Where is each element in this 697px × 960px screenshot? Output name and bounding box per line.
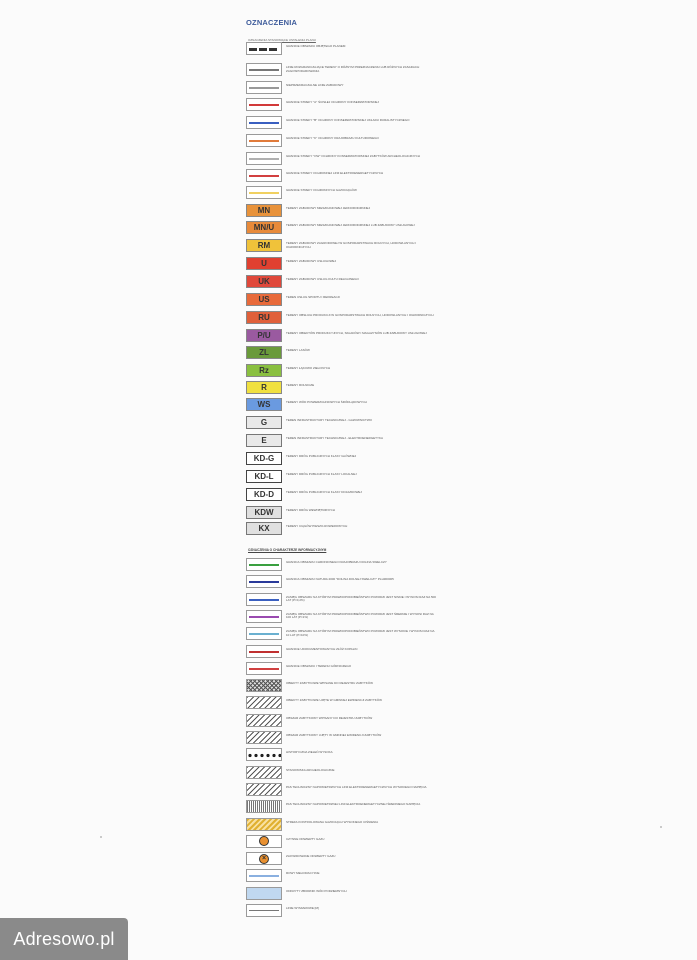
legend-info-label: ZASIĘG OBSZARU NA KTÓRYM PRAWDOPODOBIEŃSTWO POWODZI JEST ŚREDNIE I WYNOSI RAZ NA 100 LAT (P=1%) xyxy=(286,611,434,620)
legend-symbol xyxy=(246,662,282,675)
legend-line xyxy=(249,122,279,124)
legend-info-item xyxy=(246,835,446,850)
legend-info-item xyxy=(246,783,446,798)
legend-info-label: GRANICA OBSZARU CHRONIONEGO KRAJOBRAZU DOLINA SWELCZY xyxy=(286,560,387,564)
legend-info-item xyxy=(246,679,446,694)
legend-info-label: STANOWISKA ARCHEOLOGICZNE xyxy=(286,767,335,772)
legend-symbol xyxy=(246,134,282,147)
legend-info-item xyxy=(246,627,446,642)
legend-label: TERENY DRÓG PUBLICZNYCH KLASY LOKALNEJ xyxy=(286,472,357,476)
legend-subtitle: OZNACZENIA STANOWIĄCE USTALENIA PLANU xyxy=(248,38,316,42)
legend-symbol xyxy=(246,904,282,917)
legend-label: NIEPRZEKRACZALNE LINIE ZABUDOWY xyxy=(286,83,344,87)
legend-symbol xyxy=(246,766,282,779)
legend-symbol xyxy=(246,81,282,94)
legend-symbol xyxy=(246,434,282,447)
legend-symbol xyxy=(246,835,282,848)
legend-symbol xyxy=(246,800,282,813)
legend-label: TEREN INFRASTRUKTURY TECHNICZNEJ - GAZOWNICTWO xyxy=(286,418,373,422)
legend-info-label: PAS TECHNICZNY NAPOWIETRZNYCH LINII ELEKTROENERGETYCZNYCH WYSOKIEGO NAPIĘCIA xyxy=(286,784,427,789)
legend-label: GRANICE STREFY OCHRONNYCH GAZOCIĄGÓW xyxy=(286,188,357,192)
legend-symbol xyxy=(246,221,282,234)
legend-label: TERENY DRÓG PUBLICZNYCH KLASY GŁÓWNEJ xyxy=(286,454,357,458)
legend-item xyxy=(246,257,446,272)
legend-info-label: GRANICE UDOKUMENTOWANYCH ZŁÓŻ KOPALIN xyxy=(286,646,358,651)
legend-item xyxy=(246,364,446,379)
legend-info-item xyxy=(246,575,446,590)
legend-symbol xyxy=(246,169,282,182)
legend-title: OZNACZENIA xyxy=(246,18,298,27)
legend-line xyxy=(249,651,279,653)
legend-info-label: CZYNNE ODWIERTY GAZU xyxy=(286,836,325,841)
legend-label: GRANICE STREFY "B" OCHRONY KONSERWATORSKIEJ UKŁADU RURALISTYCZNEGO xyxy=(286,118,410,122)
legend-label: GRANICE OBSZARU OBJĘTEGO PLANEM xyxy=(286,44,346,48)
legend-symbol xyxy=(246,186,282,199)
legend-symbol xyxy=(246,869,282,882)
legend-item xyxy=(246,506,446,521)
legend-code: KX xyxy=(258,524,270,533)
legend-symbol xyxy=(246,748,282,761)
legend-line xyxy=(249,564,279,566)
legend-symbol xyxy=(246,257,282,270)
legend-symbol xyxy=(246,522,282,535)
legend-item xyxy=(246,522,446,537)
watermark xyxy=(0,918,128,960)
legend-symbol xyxy=(246,42,282,55)
legend-line xyxy=(249,668,279,670)
legend-symbol xyxy=(246,398,282,411)
legend-label: TERENY ZABUDOWY USŁUGOWEJ xyxy=(286,259,337,263)
legend-code: WS xyxy=(257,400,271,409)
legend-code: G xyxy=(260,418,268,427)
legend-label: GRANICE STREFY "K" OCHRONY KRAJOBRAZU KULTUROWEGO xyxy=(286,136,379,140)
legend-line xyxy=(249,69,279,71)
legend-symbol xyxy=(246,558,282,571)
legend-info-label: OBSZAR ZABYTKOWY WPISANY DO REJESTRU ZABYTKÓW xyxy=(286,715,373,720)
legend-item xyxy=(246,42,446,57)
legend-code: P/U xyxy=(257,331,271,340)
legend-item xyxy=(246,293,446,308)
legend-info-item xyxy=(246,593,446,608)
legend-label: TEREN USŁUG SPORTU I REKREACJI xyxy=(286,295,340,299)
legend-label: TERENY ZABUDOWY USŁUG KULTU RELIGIJNEGO xyxy=(286,277,359,281)
legend-item xyxy=(246,221,446,236)
legend-code: ZL xyxy=(259,348,269,357)
legend-label: GRANICE STREFY OCHRONNEJ LINII ELEKTROENERGETYCZNYCH xyxy=(286,171,384,175)
legend-item xyxy=(246,152,446,167)
dimension-line xyxy=(249,910,279,911)
legend-info-item xyxy=(246,645,446,660)
legend-line xyxy=(249,140,279,142)
legend-line xyxy=(249,192,279,194)
legend-symbol xyxy=(246,364,282,377)
legend-symbol xyxy=(246,610,282,623)
legend-line xyxy=(249,633,279,635)
legend-info-item xyxy=(246,610,446,625)
legend-symbol xyxy=(246,575,282,588)
legend-info-label: ZASIĘG OBSZARU NA KTÓRYM PRAWDOPODOBIEŃSTWO POWODZI JEST NISKIE I WYNOSI RAZ NA 500 LAT (P=0,2%) xyxy=(286,594,436,603)
legend-code: KD-G xyxy=(253,454,275,463)
legend-symbol xyxy=(246,311,282,324)
legend-item xyxy=(246,81,446,96)
scan-speck xyxy=(100,836,102,838)
legend-symbol xyxy=(246,98,282,111)
legend-info-label: ODKRYTY ZBIORNIK WÓD PODZIEMNYCH xyxy=(286,888,347,893)
legend-code: MN/U xyxy=(253,223,275,232)
legend-line xyxy=(249,48,279,51)
legend-item xyxy=(246,311,446,326)
legend-code: RM xyxy=(257,241,271,250)
legend-item xyxy=(246,329,446,344)
legend-info-label: OBIEKTY ZABYTKOWE WPISANE DO REJESTRU ZABYTKÓW xyxy=(286,681,373,686)
legend-symbol xyxy=(246,63,282,76)
legend-symbol xyxy=(246,627,282,640)
legend-info-label: OBIEKTY ZABYTKOWE UJĘTE W GMINNEJ EWIDENCJI ZABYTKÓW xyxy=(286,698,382,703)
legend-code: U xyxy=(261,259,267,268)
legend-info-item xyxy=(246,748,446,763)
legend-line xyxy=(249,104,279,106)
legend-item xyxy=(246,116,446,131)
legend-line xyxy=(249,581,279,583)
legend-line xyxy=(249,175,279,177)
legend-label: TERENY ROLNICZE xyxy=(286,383,315,387)
legend-item xyxy=(246,275,446,290)
legend-label: TERENY DRÓG PUBLICZNYCH KLASY DOJAZDOWEJ xyxy=(286,490,362,494)
legend-item xyxy=(246,239,446,254)
legend-symbol xyxy=(246,452,282,465)
legend-code: RU xyxy=(258,313,270,322)
legend-info-item xyxy=(246,818,446,833)
legend-label: TERENY DRÓG WEWNĘTRZNYCH xyxy=(286,508,335,512)
legend-item xyxy=(246,98,446,113)
legend-code: R xyxy=(261,383,267,392)
legend-info-item xyxy=(246,558,446,573)
legend-info-item xyxy=(246,696,446,711)
legend-info-label: STREFA KONTROLOWANA GAZOCIĄGU WYSOKIEGO CIŚNIENIA xyxy=(286,819,379,824)
legend-item xyxy=(246,488,446,503)
legend-code: KDW xyxy=(254,508,274,517)
legend-info-label: ZLIKWIDOWANE ODWIERTY GAZU xyxy=(286,854,336,859)
legend-label: LINIE ROZGRANICZAJĄCE TERENY O RÓŻNYM PRZEZNACZENIU LUB RÓŻNYCH ZASADACH ZAGOSPODAROWANIA xyxy=(286,65,420,73)
legend-section2-title: OZNACZENIA O CHARAKTERZE INFORMACYJNYM xyxy=(248,548,327,552)
closed-gas-well-icon: × xyxy=(259,854,269,864)
legend-symbol xyxy=(246,593,282,606)
legend-info-label: GRANICA OBSZARU NATURA 2000 "DOLINA DOLNEJ SWELCZY" PLH300005 xyxy=(286,577,394,582)
legend-label: TERENY ZABUDOWY ZAGRODOWEJ W GOSPODARSTWACH ROLNYCH, HODOWLANYCH I OGRODNICZYCH xyxy=(286,241,417,249)
legend-label: TEREN INFRASTRUKTURY TECHNICZNEJ - ELEKTROENERGETYKA xyxy=(286,436,384,440)
legend-info-item xyxy=(246,869,446,884)
legend-symbol xyxy=(246,488,282,501)
legend-symbol xyxy=(246,116,282,129)
legend-item xyxy=(246,204,446,219)
watermark-text: Adresowo.pl xyxy=(13,928,115,949)
legend-info-item xyxy=(246,852,446,867)
legend-symbol xyxy=(246,645,282,658)
legend-info-item xyxy=(246,800,446,815)
legend-code: Rz xyxy=(259,366,269,375)
legend-label: TERENY ZABUDOWY MIESZKANIOWEJ JEDNORODZINNEJ xyxy=(286,206,371,210)
legend-symbol xyxy=(246,416,282,429)
legend-symbol xyxy=(246,731,282,744)
legend-code: KD-L xyxy=(254,472,274,481)
legend-item xyxy=(246,470,446,485)
legend-info-item xyxy=(246,887,446,902)
legend-item xyxy=(246,398,446,413)
legend-symbol xyxy=(246,506,282,519)
legend-symbol xyxy=(246,152,282,165)
legend-symbol xyxy=(246,887,282,900)
legend-item xyxy=(246,169,446,184)
legend-symbol xyxy=(246,329,282,342)
legend-symbol xyxy=(246,204,282,217)
legend-info-label: ROWY MELIORACYJNE xyxy=(286,871,320,876)
legend-symbol xyxy=(246,818,282,831)
legend-info-label: OBSZAR ZABYTKOWY UJĘTY W GMINNEJ EWIDENCJI ZABYTKÓW xyxy=(286,733,382,737)
legend-label: TERENY WÓD POWIERZCHNIOWYCH ŚRÓDLĄDOWYCH xyxy=(286,400,367,404)
legend-info-item xyxy=(246,904,446,919)
scan-speck xyxy=(660,826,662,828)
legend-symbol xyxy=(246,239,282,252)
legend-info-label: LINIE WYMIAROWE [M] xyxy=(286,906,319,910)
legend-item xyxy=(246,63,446,78)
legend-symbol xyxy=(246,470,282,483)
legend-item xyxy=(246,416,446,431)
legend-symbol xyxy=(246,679,282,692)
legend-line xyxy=(249,616,279,618)
legend-info-item xyxy=(246,731,446,746)
legend-symbol xyxy=(246,346,282,359)
legend-code: UK xyxy=(258,277,270,286)
legend-line xyxy=(249,158,279,160)
legend-info-item xyxy=(246,662,446,677)
legend-symbol xyxy=(246,714,282,727)
legend-info-item xyxy=(246,714,446,729)
legend-symbol xyxy=(246,696,282,709)
legend-info-label: HISTORYCZNA ZIELEŃ WYSOKA xyxy=(286,750,333,755)
gas-well-icon xyxy=(259,836,269,846)
legend-symbol xyxy=(246,783,282,796)
legend-info-item xyxy=(246,766,446,781)
legend-label: TERENY ZABUDOWY MIESZKANIOWEJ JEDNORODZINNEJ LUB ZABUDOWY USŁUGOWEJ xyxy=(286,223,415,227)
legend-label: TERENY LASÓW xyxy=(286,348,310,352)
legend-code: KD-D xyxy=(254,490,274,499)
legend-label: TERENY CIĄGÓW PIESZO-ROWEROWYCH xyxy=(286,524,348,528)
legend-label: TERENY ŁĄKOWO ZIELONYCH xyxy=(286,366,331,370)
legend-info-label: GRANICE OBSZARU I TERENU GÓRNICZEGO xyxy=(286,663,352,668)
legend-item xyxy=(246,452,446,467)
legend-line xyxy=(249,875,279,877)
legend-code: US xyxy=(258,295,270,304)
legend-line xyxy=(249,87,279,89)
legend-item xyxy=(246,381,446,396)
legend-item xyxy=(246,186,446,201)
legend-label: TERENY OBIEKTÓW PRODUKCYJNYCH, SKŁADÓW I MAGAZYNÓW LUB ZABUDOWY USŁUGOWEJ xyxy=(286,331,427,335)
legend-code: E xyxy=(261,436,267,445)
legend-line xyxy=(249,599,279,601)
legend-symbol xyxy=(246,293,282,306)
legend-symbol xyxy=(246,275,282,288)
legend-symbol xyxy=(246,852,282,865)
legend-code: MN xyxy=(257,206,271,215)
legend-symbol xyxy=(246,381,282,394)
legend-label: GRANICE STREFY "A" ŚCISŁEJ OCHRONY KONSERWATORSKIEJ xyxy=(286,100,379,104)
legend-item xyxy=(246,134,446,149)
legend-item xyxy=(246,434,446,449)
legend-info-label: PAS TECHNICZNY NAPOWIETRZNEJ LINII ELEKTROENERGETYCZNEJ ŚREDNIEGO NAPIĘCIA xyxy=(286,802,421,807)
legend-label: TERENY OBSŁUGI PRODUKCJI W GOSPODARSTWACH ROLNYCH, HODOWLANYCH I OGRODNICZYCH xyxy=(286,313,434,317)
legend-label: GRANICE STREFY "OW" OCHRONY KONSERWATORSKIEJ ZABYTKÓW ARCHEOLOGICZNYCH xyxy=(286,154,420,158)
legend-item xyxy=(246,346,446,361)
legend-info-label: ZASIĘG OBSZARU NA KTÓRYM PRAWDOPODOBIEŃSTWO POWODZI JEST WYSOKIE I WYNOSI RAZ NA 10 LAT (P=10%) xyxy=(286,629,435,637)
